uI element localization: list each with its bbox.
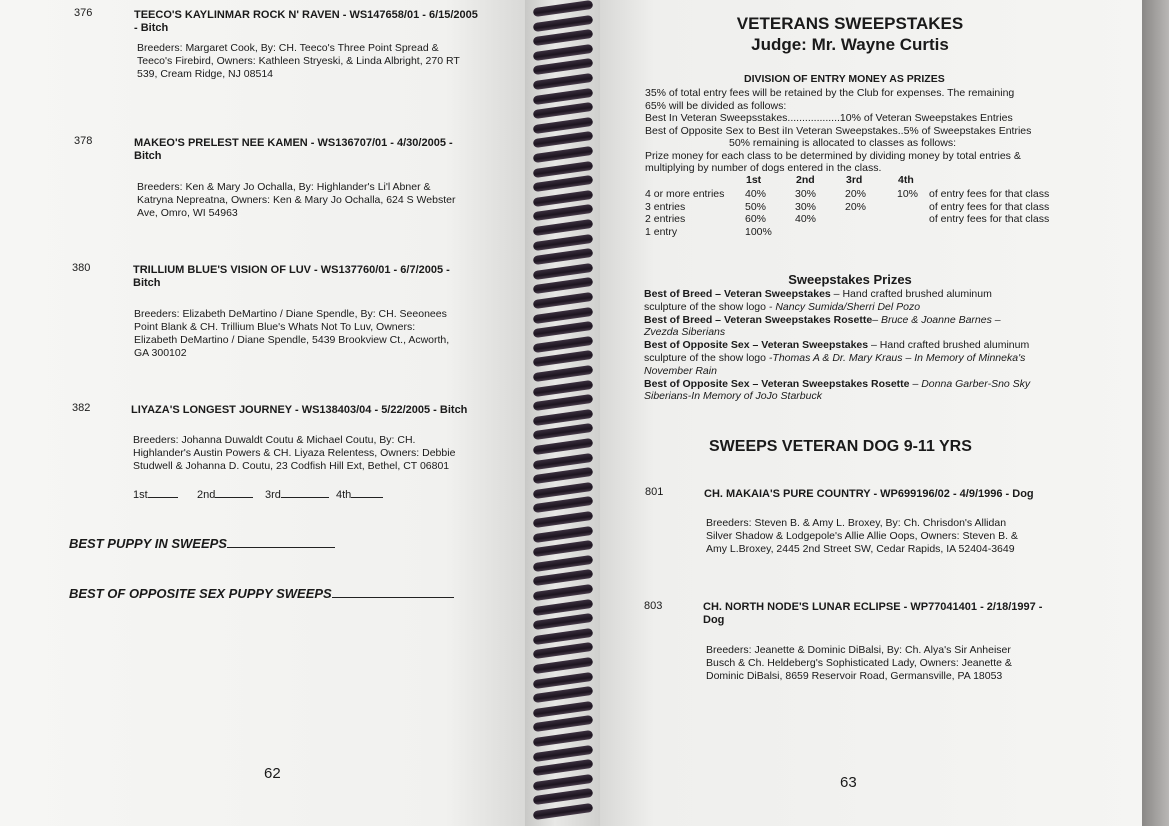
binding-coil [533,146,594,163]
binding-coil [533,613,594,630]
best-opposite-sex-puppy-sweeps: BEST OF OPPOSITE SEX PUPPY SWEEPS [69,586,454,601]
binding-coil [533,467,594,484]
entry-number: 803 [644,600,663,612]
entry-details: Breeders: Johanna Duwaldt Coutu & Michael Coutu, By: CH. Highlander's Austin Powers & CH. Liyaza Relentess, Owners: Debbie Studwell & Johanna D. Coutu, 23 Codfish Hill Ext, Bethel, CT 06801 [133,434,456,472]
binding-coil [533,29,594,46]
page-number: 62 [264,765,281,782]
blank-line [281,497,329,498]
entry-title: TRILLIUM BLUE'S VISION OF LUV - WS137760/01 - 6/7/2005 - Bitch [133,264,450,289]
entry-title: TEECO'S KAYLINMAR ROCK N' RAVEN - WS147658/01 - 6/15/2005 - Bitch [134,9,478,34]
entry-details: Breeders: Margaret Cook, By: CH. Teeco's Three Point Spread & Teeco's Firebird, Owners: Kathleen Stryeski, & Linda Albright, 270 RT 539, Cream Ridge, NJ 08514 [137,42,460,80]
binding-coil [533,365,594,382]
table-row: 2 entries 60% 40% of entry fees for that class [645,213,1050,225]
blank-line [215,497,253,498]
prize-item: Best of Breed – Veteran Sweepstakes – Hand crafted brushed aluminum [644,288,992,300]
entry-title: CH. NORTH NODE'S LUNAR ECLIPSE - WP77041401 - 2/18/1997 - Dog [703,601,1043,626]
best-puppy-in-sweeps: BEST PUPPY IN SWEEPS [69,536,335,551]
prizes-heading: Sweepstakes Prizes [788,272,912,287]
blank-line [351,497,383,498]
binding-coil [533,540,594,557]
placing-4th: 4th [336,489,383,501]
binding-coil [533,321,594,338]
binding-coil [533,73,594,90]
entry-title: MAKEO'S PRELEST NEE KAMEN - WS136707/01 - 4/30/2005 - Bitch [134,137,453,162]
class-heading: SWEEPS VETERAN DOG 9-11 YRS [709,438,972,455]
book-edge [1142,0,1169,826]
division-heading: DIVISION OF ENTRY MONEY AS PRIZES [744,73,945,85]
entry-title: LIYAZA'S LONGEST JOURNEY - WS138403/04 - 5/22/2005 - Bitch [131,404,468,416]
binding-coil [533,102,594,119]
binding-coil [533,759,594,776]
prize-item: Best of Breed – Veteran Sweepstakes Rosette– Bruce & Joanne Barnes – [644,313,1001,326]
blank-line [227,547,335,548]
placing-2nd: 2nd [197,489,253,501]
blank-line [332,597,454,598]
binding-coil [533,292,594,309]
entry-number: 801 [645,486,664,498]
entry-details: Breeders: Steven B. & Amy L. Broxey, By: Ch. Chrisdon's Allidan Silver Shadow & Lodgepole's Allie Allie Oops, Owners: Steven B. & Amy L.Broxey, 2445 2nd Street SW, Cedar Rapids, IA 52404-3649 [706,517,1018,555]
prize-split-table [645,174,1085,238]
table-row: 4 or more entries 40% 30% 20% 10% of entry fees for that class [645,188,1050,200]
blank-line [148,497,178,498]
prize-item: Best of Opposite Sex – Veteran Sweepstakes Rosette – Donna Garber-Sno Sky [644,377,1031,390]
left-page [0,0,525,826]
binding-coil [533,438,594,455]
table-row: 3 entries 50% 30% 20% of entry fees for that class [645,200,1050,213]
binding-coil [533,219,594,236]
page-number: 63 [840,774,857,791]
entry-details: Breeders: Jeanette & Dominic DiBalsi, By: Ch. Alya's Sir Anheiser Busch & Ch. Heldeberg's Sophisticated Lady, Owners: Jeanette & Dominic DiBalsi, 8659 Reservoir Road, Germansville, PA 18053 [706,644,1012,682]
binding-coil [533,394,594,411]
page-title: VETERANS SWEEPSTAKES [736,14,964,33]
entry-details: Breeders: Ken & Mary Jo Ochalla, By: Highlander's Li'l Abner & Katryna Nepreatna, Owners: Ken & Mary Jo Ochalla, 624 S Webster Ave, Omro, WI 54963 [137,181,456,219]
binding-coil [533,511,594,528]
prizes-list: Best of Breed – Veteran Sweepstakes – Hand crafted brushed aluminum sculpture of the show logo - Nancy Sumida/Sherri Del Pozo Best of Breed – Veteran Sweepstakes Rosette– Bruce & Joanne Barnes – Zvezda Siberians Best of Opposite Sex – Veteran Sweepstakes – Hand crafted brushed aluminum sculpture of the show logo -Thomas A & Dr. Mary Kraus – In Memory of Minneka's November Rain Best of Opposite Sex – Veteran Sweepstakes Rosette – Donna Garber-Sno Sky Siberians-In Memory of JoJo Starbuck [644,288,1069,403]
entry-title: CH. MAKAIA'S PURE COUNTRY - WP699196/02 - 4/9/1996 - Dog [704,488,1034,500]
judge-name: Judge: Mr. Wayne Curtis [751,35,949,54]
division-text: 35% of total entry fees will be retained by the Club for expenses. The remaining 65% will be divided as follows: Best In Veteran Sweepsstakes..................10% of Veteran Sweepstakes Entries Best of Opposite Sex to Best iIn Veteran Sweepstakes..5% of Sweepstakes Entries 50% remaining is allocated to classes as follows: Prize money for each class to be determined by dividing money by total entries & multiplying by number of dogs entered in the class. [645,87,1032,174]
entry-details: Breeders: Elizabeth DeMartino / Diane Spendle, By: CH. Seeonees Point Blank & CH. Trillium Blue's Whats Not To Luv, Owners: Elizabeth DeMartino / Diane Spendle, 5439 Brookview Ct., Acworth, GA 300102 [134,308,450,359]
prize-item: Best of Opposite Sex – Veteran Sweepstakes – Hand crafted brushed aluminum [644,339,1030,352]
binding-coil [533,686,594,703]
binding-coil [533,0,594,17]
binding-coil [533,175,594,192]
table-header-row: 1st 2nd 3rd 4th [746,174,914,186]
entry-number: 382 [72,402,91,414]
spiral-binding [525,0,600,826]
table-row: 1 entry 100% [645,225,772,238]
binding-coil [533,657,594,674]
placing-1st: 1st [133,489,178,501]
binding-coil [533,803,594,820]
entry-number: 380 [72,262,91,274]
binding-coil [533,730,594,747]
entry-number: 378 [74,135,93,147]
binding-coil [533,248,594,265]
binding-coil [533,584,594,601]
entry-number: 376 [74,7,93,19]
placing-3rd: 3rd [265,489,329,501]
right-page [600,0,1142,826]
